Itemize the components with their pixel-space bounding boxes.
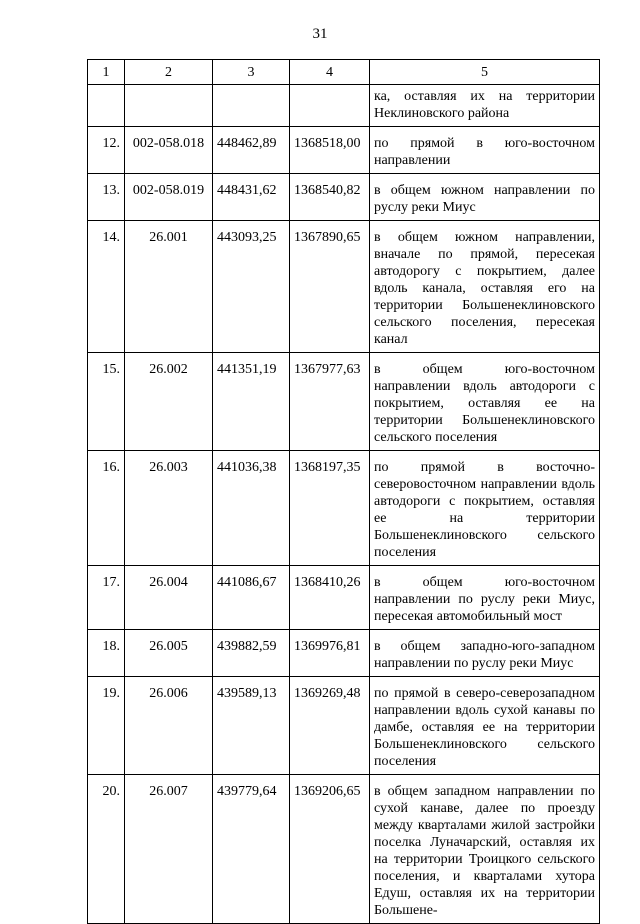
- header-cell: 1: [88, 60, 125, 85]
- table-row: [88, 630, 600, 677]
- coord-y: 1368197,35: [290, 451, 370, 566]
- coord-y: 1369206,65: [290, 775, 370, 924]
- coord-x: 441351,19: [213, 353, 290, 451]
- point-id: 26.001: [125, 221, 213, 353]
- row-number: 20.: [88, 775, 125, 924]
- header-cell: 4: [290, 60, 370, 85]
- table-row: [88, 174, 600, 221]
- boundary-description: по прямой в юго-восточном направлении: [370, 127, 600, 174]
- table-row: [88, 353, 600, 451]
- boundary-description: ка, оставляя их на территории Неклиновского района: [370, 85, 600, 127]
- row-number: 19.: [88, 677, 125, 775]
- boundary-description: в общем юго-восточном направлении вдоль автодороги с покрытием, оставляя ее на территории Большенеклиновского сельского поселения: [370, 353, 600, 451]
- row-number: 13.: [88, 174, 125, 221]
- coord-x: 448431,62: [213, 174, 290, 221]
- row-number: 17.: [88, 566, 125, 630]
- row-number: 16.: [88, 451, 125, 566]
- boundary-description: по прямой в северо-северозападном направлении вдоль сухой канавы по дамбе, оставляя ее на территории Большенеклиновского сельского поселения: [370, 677, 600, 775]
- row-number: 18.: [88, 630, 125, 677]
- table-row: [88, 566, 600, 630]
- coord-y: 1367977,63: [290, 353, 370, 451]
- point-id: 26.007: [125, 775, 213, 924]
- page-number: 31: [312, 26, 328, 42]
- coord-y: 1368518,00: [290, 127, 370, 174]
- point-id: 26.006: [125, 677, 213, 775]
- point-id: 002-058.019: [125, 174, 213, 221]
- coord-x: 441086,67: [213, 566, 290, 630]
- point-id: 26.002: [125, 353, 213, 451]
- boundary-description: в общем южном направлении по руслу реки Миус: [370, 174, 600, 221]
- table-row: [88, 775, 600, 924]
- coord-x: 439882,59: [213, 630, 290, 677]
- boundary-description: в общем южном направлении, вначале по прямой, пересекая автодорогу с покрытием, далее вдоль канала, оставляя его на территории Большенеклиновского сельского поселения, пересекая канал: [370, 221, 600, 353]
- point-id: 26.003: [125, 451, 213, 566]
- point-id: 26.005: [125, 630, 213, 677]
- coord-x: 448462,89: [213, 127, 290, 174]
- boundary-description: в общем западном направлении по сухой канаве, далее по проезду между кварталами жилой застройки поселка Луначарский, оставляя их на территории Троицкого сельского поселения, и кварталами хутора Едуш, оставляя их на территории Большене-: [370, 775, 600, 924]
- table-row: [88, 127, 600, 174]
- boundary-table: [87, 59, 600, 924]
- point-id: [125, 85, 213, 127]
- boundary-description: по прямой в восточно-северовосточном направлении вдоль автодороги с покрытием, оставляя ее на территории Большенеклиновского сельского поселения: [370, 451, 600, 566]
- table-row: [88, 677, 600, 775]
- table-header-row: [88, 60, 600, 85]
- boundary-description: в общем юго-восточном направлении по руслу реки Миус, пересекая автомобильный мост: [370, 566, 600, 630]
- table-row: [88, 451, 600, 566]
- row-number: 12.: [88, 127, 125, 174]
- coord-y: 1369269,48: [290, 677, 370, 775]
- coord-y: [290, 85, 370, 127]
- row-number: 14.: [88, 221, 125, 353]
- row-number: 15.: [88, 353, 125, 451]
- coord-y: 1368540,82: [290, 174, 370, 221]
- row-number: [88, 85, 125, 127]
- header-cell: 3: [213, 60, 290, 85]
- header-cell: 2: [125, 60, 213, 85]
- coord-x: 439779,64: [213, 775, 290, 924]
- table-row: [88, 221, 600, 353]
- coord-x: [213, 85, 290, 127]
- header-cell: 5: [370, 60, 600, 85]
- table-row: [88, 85, 600, 127]
- coord-y: 1369976,81: [290, 630, 370, 677]
- coord-x: 439589,13: [213, 677, 290, 775]
- coord-x: 443093,25: [213, 221, 290, 353]
- coord-x: 441036,38: [213, 451, 290, 566]
- coord-y: 1367890,65: [290, 221, 370, 353]
- point-id: 002-058.018: [125, 127, 213, 174]
- point-id: 26.004: [125, 566, 213, 630]
- coord-y: 1368410,26: [290, 566, 370, 630]
- boundary-description: в общем западно-юго-западном направлении по руслу реки Миус: [370, 630, 600, 677]
